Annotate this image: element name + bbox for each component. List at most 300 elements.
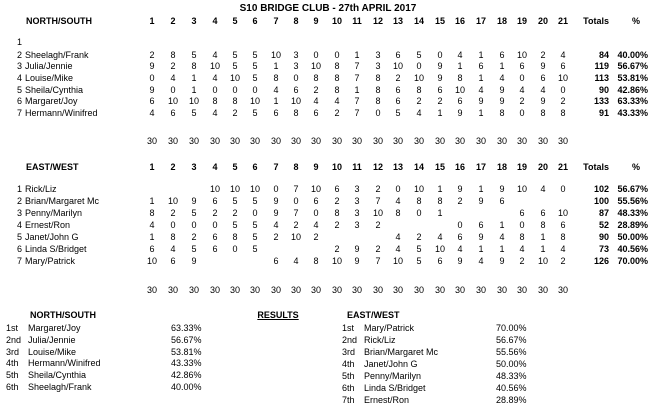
max-score-cell: 30 — [372, 136, 383, 146]
score-cell: 5 — [252, 73, 258, 83]
max-score-cell: 30 — [229, 136, 240, 146]
score-cell: 9 — [478, 96, 484, 106]
board-number-header: 20 — [537, 16, 548, 26]
pair-total: 100 — [593, 196, 609, 206]
max-score-cell: 30 — [188, 136, 199, 146]
score-cell: 5 — [191, 108, 197, 118]
pair-number: 2 — [16, 50, 22, 60]
score-cell: 9 — [499, 184, 505, 194]
score-cell: 6 — [170, 256, 176, 266]
score-cell: 0 — [212, 220, 218, 230]
score-cell: 6 — [170, 108, 176, 118]
result-position: 5th — [342, 371, 355, 381]
score-cell: 9 — [478, 232, 484, 242]
score-cell: 8 — [170, 50, 176, 60]
score-cell: 6 — [395, 85, 401, 95]
board-number-header: 18 — [496, 162, 507, 172]
pair-number: 5 — [16, 232, 22, 242]
score-cell: 3 — [293, 61, 299, 71]
board-number-header: 13 — [392, 162, 403, 172]
max-score-cell: 30 — [475, 136, 486, 146]
score-cell: 6 — [560, 61, 566, 71]
score-cell: 8 — [334, 61, 340, 71]
score-cell: 9 — [437, 61, 443, 71]
score-cell: 6 — [457, 96, 463, 106]
score-cell: 8 — [519, 232, 525, 242]
result-percent: 43.33% — [171, 358, 202, 369]
score-cell: 2 — [395, 73, 401, 83]
result-position: 4th — [342, 359, 355, 369]
score-cell: 6 — [293, 85, 299, 95]
max-score-cell: 30 — [290, 285, 301, 295]
score-cell: 10 — [146, 256, 157, 266]
score-cell: 1 — [149, 196, 155, 206]
score-cell: 5 — [252, 220, 258, 230]
score-cell: 4 — [395, 196, 401, 206]
score-cell: 5 — [252, 196, 258, 206]
score-cell: 4 — [395, 244, 401, 254]
score-cell: 9 — [437, 73, 443, 83]
pair-total: 102 — [593, 184, 609, 194]
pair-name: Hermann/Winifred — [25, 108, 98, 118]
board-number-header: 11 — [352, 16, 362, 26]
score-cell: 5 — [416, 244, 422, 254]
score-cell: 8 — [232, 96, 238, 106]
pair-number: 7 — [16, 108, 22, 118]
pair-total: 91 — [598, 108, 609, 118]
pair-number: 5 — [16, 85, 22, 95]
board-number-header: 11 — [352, 162, 362, 172]
pair-name: Rick/Liz — [25, 184, 57, 194]
score-cell: 5 — [232, 196, 238, 206]
score-cell: 4 — [313, 96, 319, 106]
score-cell: 6 — [334, 184, 340, 194]
score-cell: 9 — [499, 256, 505, 266]
score-cell: 10 — [310, 61, 321, 71]
score-cell: 0 — [212, 85, 218, 95]
score-cell: 8 — [149, 208, 155, 218]
score-cell: 4 — [499, 73, 505, 83]
pair-number: 4 — [16, 220, 22, 230]
score-cell: 10 — [290, 96, 301, 106]
score-cell: 4 — [149, 108, 155, 118]
score-cell: 10 — [249, 96, 260, 106]
score-cell: 2 — [519, 96, 525, 106]
max-score-cell: 30 — [209, 285, 220, 295]
score-cell: 2 — [519, 256, 525, 266]
score-cell: 2 — [437, 96, 443, 106]
result-position: 2nd — [342, 335, 358, 345]
score-cell: 8 — [437, 196, 443, 206]
max-score-cell: 30 — [331, 285, 342, 295]
board-number-header: 10 — [331, 16, 342, 26]
score-cell: 10 — [310, 184, 321, 194]
score-cell: 8 — [334, 208, 340, 218]
pair-name: Ernest/Ron — [25, 220, 71, 230]
score-cell: 1 — [540, 244, 546, 254]
score-cell: 8 — [416, 85, 422, 95]
score-cell: 7 — [354, 108, 360, 118]
score-cell: 6 — [437, 256, 443, 266]
score-cell: 1 — [437, 208, 443, 218]
score-cell: 6 — [149, 244, 155, 254]
score-cell: 3 — [375, 50, 381, 60]
score-cell: 10 — [434, 244, 445, 254]
pair-number: 1 — [16, 37, 22, 47]
board-number-header: 10 — [331, 162, 342, 172]
board-number-header: 16 — [454, 162, 465, 172]
result-position: 6th — [6, 382, 19, 392]
score-cell: 6 — [519, 61, 525, 71]
score-cell: 2 — [170, 61, 176, 71]
max-score-cell: 30 — [454, 136, 465, 146]
board-number-header: 9 — [313, 16, 319, 26]
score-cell: 8 — [560, 108, 566, 118]
score-cell: 10 — [229, 184, 240, 194]
result-position: 4th — [6, 358, 19, 369]
board-number-header: 15 — [434, 162, 445, 172]
score-cell: 7 — [293, 208, 299, 218]
score-cell: 4 — [273, 220, 279, 230]
pair-name: Brian/Margaret Mc — [25, 196, 100, 206]
result-percent: 40.56% — [496, 383, 527, 393]
score-cell: 4 — [540, 184, 546, 194]
score-cell: 10 — [454, 85, 465, 95]
score-cell: 1 — [499, 244, 505, 254]
pair-total: 90 — [598, 85, 609, 95]
board-number-header: 12 — [372, 162, 383, 172]
score-cell: 0 — [293, 73, 299, 83]
pair-name: Janet/John G — [25, 232, 79, 242]
score-cell: 5 — [191, 50, 197, 60]
max-score-cell: 30 — [413, 136, 424, 146]
max-score-cell: 30 — [167, 136, 178, 146]
totals-header: Totals — [583, 16, 609, 26]
board-number-header: 7 — [273, 16, 279, 26]
score-cell: 0 — [416, 61, 422, 71]
score-cell: 0 — [437, 50, 443, 60]
max-score-cell: 30 — [537, 136, 548, 146]
result-percent: 56.67% — [171, 334, 202, 345]
pair-number: 6 — [16, 244, 22, 254]
score-cell: 4 — [560, 50, 566, 60]
max-score-cell: 30 — [557, 285, 568, 295]
score-cell: 1 — [273, 61, 279, 71]
score-cell: 2 — [560, 96, 566, 106]
score-cell: 2 — [375, 220, 381, 230]
max-score-cell: 30 — [188, 285, 199, 295]
max-score-cell: 30 — [331, 136, 342, 146]
pair-total: 87 — [598, 208, 609, 218]
pair-number: 7 — [16, 256, 22, 266]
score-cell: 4 — [478, 256, 484, 266]
max-score-cell: 30 — [249, 285, 260, 295]
score-cell: 6 — [540, 73, 546, 83]
score-cell: 10 — [270, 50, 281, 60]
score-cell: 4 — [457, 50, 463, 60]
max-score-cell: 30 — [229, 285, 240, 295]
score-cell: 0 — [416, 208, 422, 218]
score-cell: 4 — [457, 244, 463, 254]
score-cell: 10 — [392, 256, 403, 266]
score-cell: 2 — [232, 208, 238, 218]
pair-number: 3 — [16, 61, 22, 71]
board-number-header: 13 — [392, 16, 403, 26]
score-cell: 6 — [499, 196, 505, 206]
score-cell: 2 — [273, 232, 279, 242]
score-cell: 9 — [273, 196, 279, 206]
board-number-header: 1 — [149, 16, 155, 26]
pair-percent: 48.33% — [617, 208, 648, 218]
score-cell: 4 — [478, 85, 484, 95]
result-position: 3rd — [6, 346, 20, 357]
percent-header: % — [631, 162, 640, 172]
score-cell: 10 — [537, 256, 548, 266]
result-position: 1st — [6, 323, 19, 333]
result-position: 1st — [342, 323, 355, 333]
score-cell: 0 — [170, 220, 176, 230]
score-cell: 9 — [499, 96, 505, 106]
score-cell: 4 — [519, 85, 525, 95]
score-cell: 6 — [540, 208, 546, 218]
score-cell: 0 — [519, 73, 525, 83]
score-cell: 7 — [375, 196, 381, 206]
pair-name: Mary/Patrick — [25, 256, 76, 266]
score-cell: 3 — [293, 50, 299, 60]
max-score-cell: 30 — [392, 285, 403, 295]
score-cell: 10 — [557, 73, 568, 83]
results-ew-heading: EAST/WEST — [347, 310, 400, 320]
result-name: Brian/Margaret Mc — [364, 347, 439, 357]
score-cell: 4 — [560, 244, 566, 254]
score-cell: 8 — [457, 73, 463, 83]
score-cell: 1 — [478, 244, 484, 254]
score-cell: 8 — [293, 108, 299, 118]
max-score-cell: 30 — [434, 136, 445, 146]
score-cell: 1 — [149, 232, 155, 242]
max-score-cell: 30 — [351, 136, 362, 146]
max-score-cell: 30 — [454, 285, 465, 295]
score-cell: 8 — [191, 61, 197, 71]
score-cell: 10 — [557, 208, 568, 218]
max-score-cell: 30 — [496, 285, 507, 295]
score-cell: 5 — [191, 244, 197, 254]
result-position: 7th — [342, 395, 355, 405]
max-score-cell: 30 — [351, 285, 362, 295]
score-cell: 5 — [395, 108, 401, 118]
result-name: Janet/John G — [364, 359, 418, 369]
pair-name: Julia/Jennie — [25, 61, 73, 71]
pair-name: Penny/Marilyn — [25, 208, 83, 218]
score-cell: 4 — [437, 232, 443, 242]
max-score-cell: 30 — [537, 285, 548, 295]
board-number-header: 6 — [252, 16, 258, 26]
results-heading: RESULTS — [257, 310, 299, 320]
score-cell: 10 — [516, 184, 527, 194]
score-cell: 3 — [375, 61, 381, 71]
score-cell: 8 — [560, 232, 566, 242]
max-score-cell: 30 — [310, 285, 321, 295]
result-percent: 28.89% — [496, 395, 527, 405]
score-cell: 7 — [354, 96, 360, 106]
score-cell: 2 — [232, 108, 238, 118]
score-cell: 1 — [478, 108, 484, 118]
max-score-cell: 30 — [270, 285, 281, 295]
result-name: Ernest/Ron — [364, 395, 410, 405]
pair-number: 6 — [16, 96, 22, 106]
max-score-cell: 30 — [290, 136, 301, 146]
max-score-cell: 30 — [496, 136, 507, 146]
score-cell: 10 — [167, 196, 178, 206]
score-cell: 4 — [395, 232, 401, 242]
pair-total: 90 — [598, 232, 609, 242]
score-cell: 8 — [170, 232, 176, 242]
score-cell: 6 — [212, 244, 218, 254]
score-cell: 6 — [212, 196, 218, 206]
max-score-cell: 30 — [434, 285, 445, 295]
section-heading: NORTH/SOUTH — [26, 16, 92, 26]
score-cell: 0 — [519, 108, 525, 118]
score-cell: 4 — [416, 108, 422, 118]
score-cell: 4 — [149, 220, 155, 230]
pair-name: Linda S/Bridget — [25, 244, 87, 254]
section-heading: EAST/WEST — [26, 162, 79, 172]
pair-total: 133 — [593, 96, 609, 106]
board-number-header: 4 — [212, 162, 218, 172]
pair-total: 126 — [593, 256, 609, 266]
board-number-header: 15 — [434, 16, 445, 26]
result-name: Linda S/Bridget — [364, 383, 426, 393]
score-cell: 3 — [354, 208, 360, 218]
score-cell: 1 — [354, 85, 360, 95]
score-cell: 9 — [478, 196, 484, 206]
score-cell: 5 — [252, 232, 258, 242]
score-cell: 8 — [375, 96, 381, 106]
score-cell: 10 — [188, 96, 199, 106]
score-cell: 8 — [273, 73, 279, 83]
board-number-header: 5 — [232, 16, 238, 26]
score-cell: 5 — [252, 108, 258, 118]
result-name: Sheelagh/Frank — [28, 382, 92, 392]
score-cell: 9 — [191, 196, 197, 206]
board-number-header: 21 — [557, 16, 568, 26]
score-cell: 4 — [170, 73, 176, 83]
score-cell: 1 — [499, 61, 505, 71]
score-cell: 1 — [191, 85, 197, 95]
score-cell: 4 — [540, 85, 546, 95]
score-cell: 4 — [293, 256, 299, 266]
pair-total: 84 — [598, 50, 609, 60]
pair-percent: 70.00% — [617, 256, 648, 266]
board-number-header: 6 — [252, 162, 258, 172]
board-number-header: 16 — [454, 16, 465, 26]
result-position: 6th — [342, 383, 355, 393]
result-name: Rick/Liz — [364, 335, 396, 345]
score-cell: 5 — [252, 244, 258, 254]
score-cell: 2 — [334, 220, 340, 230]
percent-header: % — [631, 16, 640, 26]
score-cell: 8 — [334, 85, 340, 95]
result-percent: 42.86% — [171, 370, 202, 381]
result-percent: 40.00% — [171, 382, 202, 392]
score-cell: 6 — [457, 232, 463, 242]
score-cell: 1 — [437, 184, 443, 194]
score-cell: 5 — [191, 208, 197, 218]
score-cell: 4 — [313, 220, 319, 230]
score-cell: 5 — [252, 50, 258, 60]
score-cell: 1 — [540, 232, 546, 242]
pair-number: 1 — [16, 184, 22, 194]
score-cell: 4 — [499, 232, 505, 242]
score-cell: 8 — [540, 108, 546, 118]
score-cell: 7 — [375, 256, 381, 266]
score-cell: 0 — [252, 208, 258, 218]
score-cell: 2 — [375, 184, 381, 194]
score-cell: 2 — [457, 196, 463, 206]
result-name: Margaret/Joy — [28, 323, 81, 333]
score-cell: 1 — [273, 96, 279, 106]
page-title: S10 BRIDGE CLUB - 27th APRIL 2017 — [239, 3, 417, 14]
score-cell: 6 — [212, 232, 218, 242]
score-cell: 9 — [191, 256, 197, 266]
score-cell: 8 — [375, 85, 381, 95]
result-percent: 53.81% — [171, 346, 202, 357]
score-cell: 0 — [149, 73, 155, 83]
board-number-header: 2 — [170, 162, 176, 172]
pair-number: 3 — [16, 208, 22, 218]
score-cell: 7 — [354, 61, 360, 71]
score-cell: 4 — [170, 244, 176, 254]
pair-percent: 42.86% — [617, 85, 648, 95]
score-cell: 2 — [191, 232, 197, 242]
pair-name: Sheila/Cynthia — [25, 85, 84, 95]
score-cell: 6 — [395, 96, 401, 106]
score-cell: 10 — [413, 73, 424, 83]
pair-percent: 40.00% — [617, 50, 648, 60]
score-cell: 0 — [375, 108, 381, 118]
pair-total: 73 — [598, 244, 609, 254]
score-cell: 6 — [437, 85, 443, 95]
score-cell: 9 — [457, 108, 463, 118]
score-cell: 5 — [416, 50, 422, 60]
score-cell: 1 — [191, 73, 197, 83]
pair-percent: 53.81% — [617, 73, 648, 83]
score-cell: 8 — [540, 220, 546, 230]
score-cell: 0 — [273, 184, 279, 194]
score-cell: 8 — [313, 256, 319, 266]
score-cell: 0 — [457, 220, 463, 230]
result-name: Sheila/Cynthia — [28, 370, 87, 381]
pair-number: 4 — [16, 73, 22, 83]
pair-percent: 28.89% — [617, 220, 648, 230]
board-number-header: 17 — [475, 16, 486, 26]
result-percent: 55.56% — [496, 347, 527, 357]
result-name: Louise/Mike — [28, 346, 77, 357]
score-cell: 6 — [273, 256, 279, 266]
score-cell: 0 — [519, 220, 525, 230]
max-score-cell: 30 — [516, 136, 527, 146]
score-cell: 8 — [232, 232, 238, 242]
board-number-header: 9 — [313, 162, 319, 172]
score-cell: 6 — [313, 196, 319, 206]
pair-percent: 56.67% — [617, 184, 648, 194]
result-name: Hermann/Winifred — [28, 358, 101, 369]
board-number-header: 8 — [293, 162, 299, 172]
score-cell: 0 — [313, 208, 319, 218]
board-number-header: 1 — [149, 162, 155, 172]
pair-percent: 50.00% — [617, 232, 648, 242]
board-number-header: 20 — [537, 162, 548, 172]
